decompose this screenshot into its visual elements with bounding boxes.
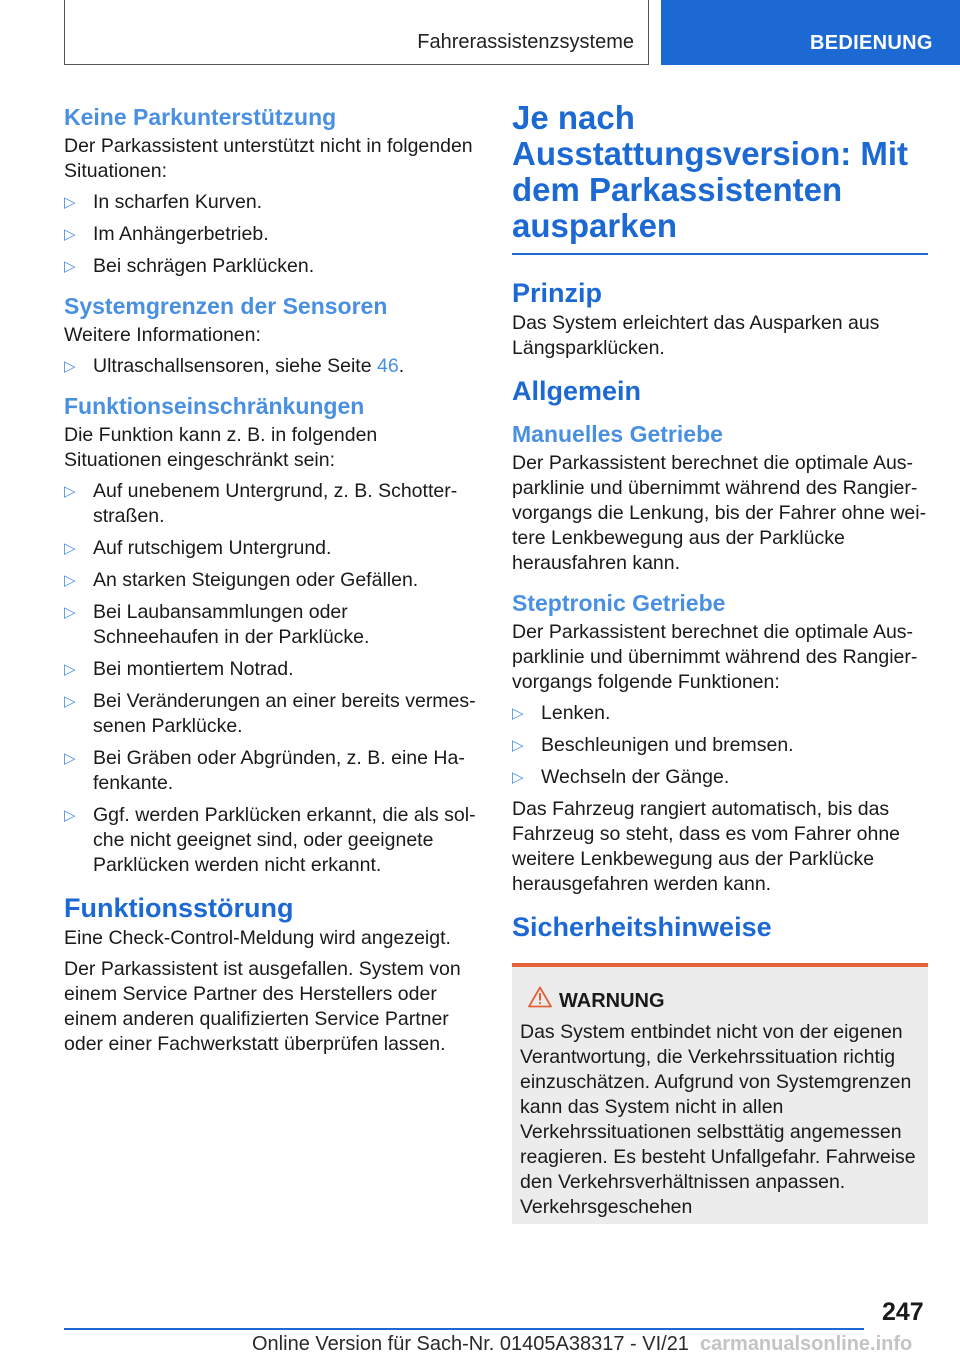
list-item: ▷ Wechseln der Gänge. (512, 766, 730, 788)
heading-prinzip: Prinzip (512, 278, 603, 308)
triangle-bullet-icon: ▷ (64, 750, 76, 767)
triangle-bullet-icon: ▷ (64, 358, 76, 375)
list-item: ▷ Bei Laubansammlungen oder Schneehaufen in der Parklücke. (64, 601, 370, 648)
triangle-bullet-icon: ▷ (512, 737, 524, 754)
list-item: ▷ Bei montiertem Notrad. (64, 658, 294, 680)
section-title: Fahrerassistenzsysteme (417, 31, 634, 53)
triangle-bullet-icon: ▷ (64, 483, 76, 500)
triangle-bullet-icon: ▷ (64, 693, 76, 710)
warning-title: WARNUNG (520, 989, 920, 1014)
running-header-section (64, 0, 649, 65)
triangle-bullet-icon: ▷ (64, 540, 76, 557)
triangle-bullet-icon: ▷ (512, 705, 524, 722)
chapter-title: BEDIENUNG (810, 32, 933, 54)
list-item: ▷ Auf unebenem Untergrund, z. B. Schotterstraßen. (64, 480, 458, 527)
heading-funktionsstoerung: Funktionsstörung (64, 893, 294, 923)
paragraph: Das Fahrzeug rangiert automatisch, bis das Fahrzeug so steht, dass es vom Fahrer ohne weitere Lenkbewegung aus der Parklücke herausgefahren werden kann. (512, 798, 901, 895)
triangle-bullet-icon: ▷ (64, 661, 76, 678)
triangle-bullet-icon: ▷ (64, 194, 76, 211)
right-column (512, 100, 928, 1224)
triangle-bullet-icon: ▷ (64, 604, 76, 621)
list-item: ▷ Im Anhängerbetrieb. (64, 223, 269, 245)
list-item: ▷ Bei Veränderungen an einer bereits vermessenen Parklücke. (64, 690, 476, 737)
triangle-bullet-icon: ▷ (64, 807, 76, 824)
triangle-bullet-icon: ▷ (64, 572, 76, 589)
paragraph: Der Parkassistent berechnet die optimale Ausparklinie und übernimmt während des Rangiervorgangs die Lenkung, bis der Fahrer ohne weitere Lenkbewegung aus der Parklücke herausfahren kann. (512, 452, 927, 574)
paragraph: Der Parkassistent unterstützt nicht in folgenden Situationen: (64, 135, 473, 182)
triangle-bullet-icon: ▷ (64, 226, 76, 243)
bullet-list (64, 354, 476, 379)
heading-steptronic-getriebe: Steptronic Getriebe (512, 590, 726, 616)
triangle-bullet-icon: ▷ (512, 769, 524, 786)
left-column (64, 100, 476, 1063)
list-item: ▷ Ultraschallsensoren, siehe Seite 46. (64, 355, 405, 377)
bullet-list (64, 479, 476, 878)
heading-allgemein: Allgemein (512, 376, 642, 406)
page-number: 247 (882, 1298, 924, 1326)
heading-systemgrenzen: Systemgrenzen der Sensoren (64, 293, 388, 319)
paragraph: Die Funktion kann z. B. in folgenden Situationen eingeschränkt sein: (64, 424, 378, 471)
page-reference-link[interactable]: 46 (376, 355, 399, 377)
list-item: ▷ In scharfen Kurven. (64, 191, 263, 213)
paragraph: Der Parkassistent berechnet die optimale Ausparklinie und übernimmt während des Rangiervorgangs folgende Funktionen: (512, 621, 918, 693)
list-item: ▷ An starken Steigungen oder Gefällen. (64, 569, 419, 591)
list-item: ▷ Ggf. werden Parklücken erkannt, die als solche nicht geeignet sind, oder geeignete Parklücken werden nicht erkannt. (64, 804, 476, 876)
running-header-chapter (661, 0, 960, 65)
watermark: carmanualsonline.info (700, 1333, 913, 1355)
bullet-list (512, 701, 928, 790)
heading-funktionseinschraenkungen: Funktionseinschränkungen (64, 393, 365, 419)
paragraph: Das System erleichtert das Ausparken aus Längsparklücken. (512, 312, 880, 359)
heading-divider (512, 253, 928, 255)
online-version-note: Online Version für Sach-Nr. 01405A38317 - VI/21 (252, 1333, 689, 1355)
warning-triangle-icon (528, 986, 552, 1008)
list-item: ▷ Beschleunigen und bremsen. (512, 734, 794, 756)
bullet-list (64, 190, 476, 279)
heading-manuelles-getriebe: Manuelles Getriebe (512, 421, 723, 447)
warning-box (512, 963, 928, 1224)
list-item: ▷ Lenken. (512, 702, 611, 724)
heading-sicherheitshinweise: Sicherheitshinweise (512, 912, 772, 942)
triangle-bullet-icon: ▷ (64, 258, 76, 275)
list-item: ▷ Bei Gräben oder Abgründen, z. B. eine Hafenkante. (64, 747, 465, 794)
paragraph: Weitere Informationen: (64, 324, 261, 346)
chapter-heading: Je nach Ausstattungsversion: Mit dem Parkassistenten ausparken (512, 99, 909, 244)
footer-divider (64, 1328, 864, 1330)
list-item: ▷ Bei schrägen Parklücken. (64, 255, 315, 277)
list-item: ▷ Auf rutschigem Untergrund. (64, 537, 332, 559)
paragraph: Eine Check-Control-Meldung wird angezeigt. (64, 927, 451, 949)
warning-text: Das System entbindet nicht von der eigenen Verantwortung, die Verkehrssituation richtig einzuschätzen. Aufgrund von Systemgrenzen kann das System nicht in allen Verkehrssituationen selbsttätig angemessen reagieren. Es besteht Unfallgefahr. Fahrweise den Verkehrsverhältnissen anpassen. Verkehrsgeschehen (520, 1021, 916, 1218)
paragraph: Der Parkassistent ist ausgefallen. System von einem Service Partner des Herstellers oder einem anderen qualifizierten Service Partner oder einer Fachwerkstatt überprüfen lassen. (64, 958, 461, 1055)
heading-keine-parkunterstuetzung: Keine Parkunterstützung (64, 104, 337, 130)
